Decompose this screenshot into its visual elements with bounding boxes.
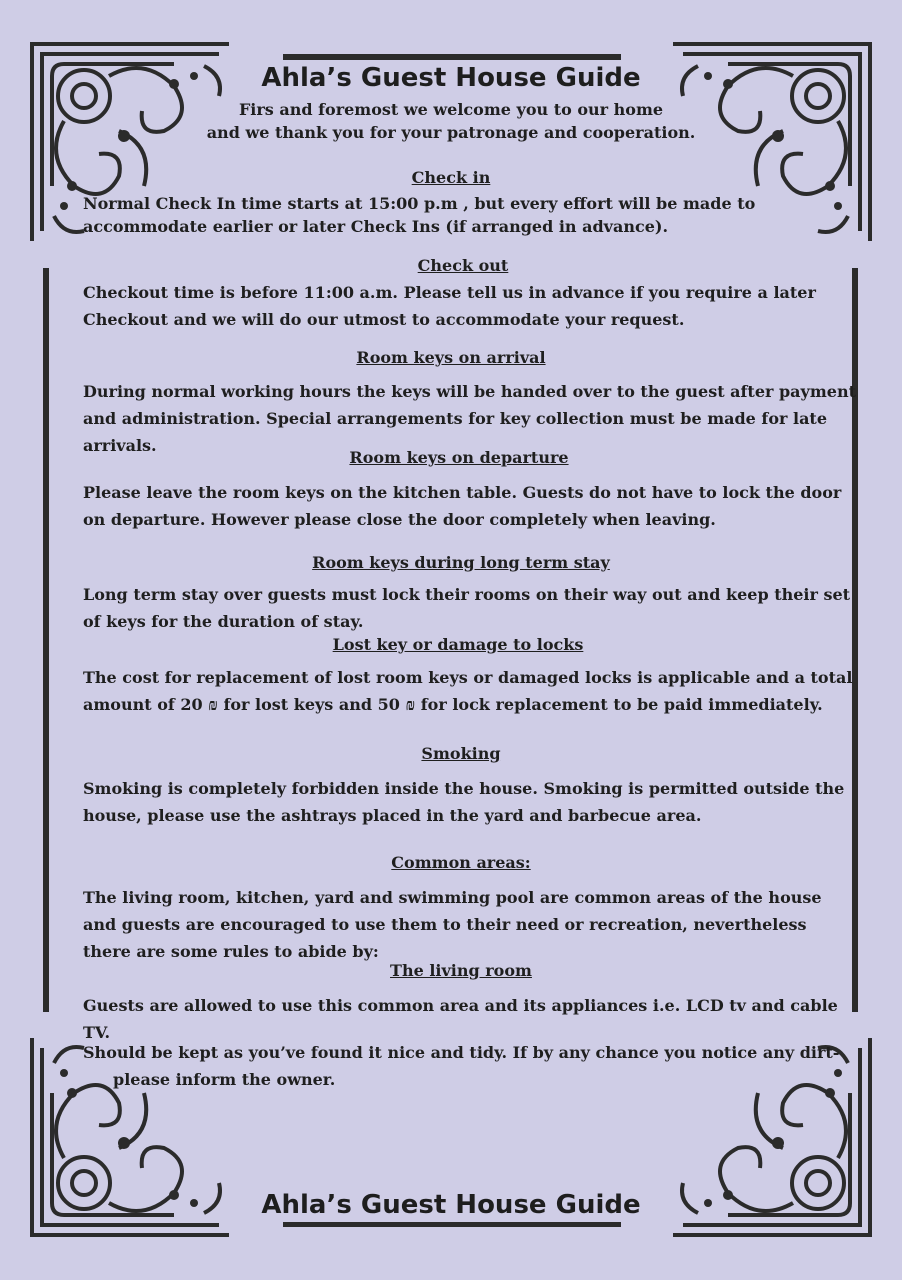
heading-check-out: Check out <box>417 256 509 275</box>
footer-title: Ahla’s Guest House Guide <box>261 1190 641 1220</box>
heading-keys-long-term: Room keys during long term stay <box>312 553 610 572</box>
text-keys-departure: Please leave the room keys on the kitchen table. Guests do not have to lock the door on departure. However please close the door completely when leaving. <box>83 483 842 529</box>
living-room-note-line-1: Should be kept as you’ve found it nice and tidy. If by any chance you notice any dirt- <box>83 1043 840 1062</box>
title-rule-bottom <box>283 1222 621 1227</box>
heading-check-in: Check in <box>411 168 491 187</box>
text-keys-long-term: Long term stay over guests must lock their rooms on their way out and keep their set of keys for the duration of stay. <box>83 585 851 631</box>
heading-keys-arrival: Room keys on arrival <box>356 348 546 367</box>
intro-line-1: Firs and foremost we welcome you to our home <box>238 100 664 119</box>
text-living-room: Guests are allowed to use this common area and its appliances i.e. LCD tv and cable TV. <box>83 996 838 1042</box>
intro-line-2: and we thank you for your patronage and cooperation. <box>206 123 696 142</box>
heading-smoking: Smoking <box>421 744 501 763</box>
text-keys-arrival: During normal working hours the keys will be handed over to the guest after payment and administration. Special arrangements for key collection must be made for late arrivals. <box>83 382 856 455</box>
heading-common-areas: Common areas: <box>391 853 531 872</box>
text-check-in: Normal Check In time starts at 15:00 p.m , but every effort will be made to accommodate earlier or later Check Ins (if arranged in advance). <box>83 194 756 236</box>
text-check-out: Checkout time is before 11:00 a.m. Please tell us in advance if you require a later Checkout and we will do our utmost to accommodate your request. <box>83 283 816 329</box>
living-room-note-line-2: please inform the owner. <box>113 1070 336 1089</box>
text-lost-key: The cost for replacement of lost room keys or damaged locks is applicable and a total amount of 20 ₪ for lost keys and 50 ₪ for lock replacement to be paid immediately. <box>83 668 853 714</box>
heading-keys-departure: Room keys on departure <box>349 448 569 467</box>
text-smoking: Smoking is completely forbidden inside the house. Smoking is permitted outside the house, please use the ashtrays placed in the yard and barbecue area. <box>83 779 845 825</box>
text-common-areas: The living room, kitchen, yard and swimming pool are common areas of the house and guests are encouraged to use them to their need or recreation, nevertheless there are some rules to abide by: <box>83 888 822 961</box>
page-title: Ahla’s Guest House Guide <box>261 63 641 93</box>
title-rule-top <box>283 54 621 60</box>
heading-lost-key: Lost key or damage to locks <box>332 635 584 654</box>
heading-living-room: The living room <box>390 961 532 980</box>
